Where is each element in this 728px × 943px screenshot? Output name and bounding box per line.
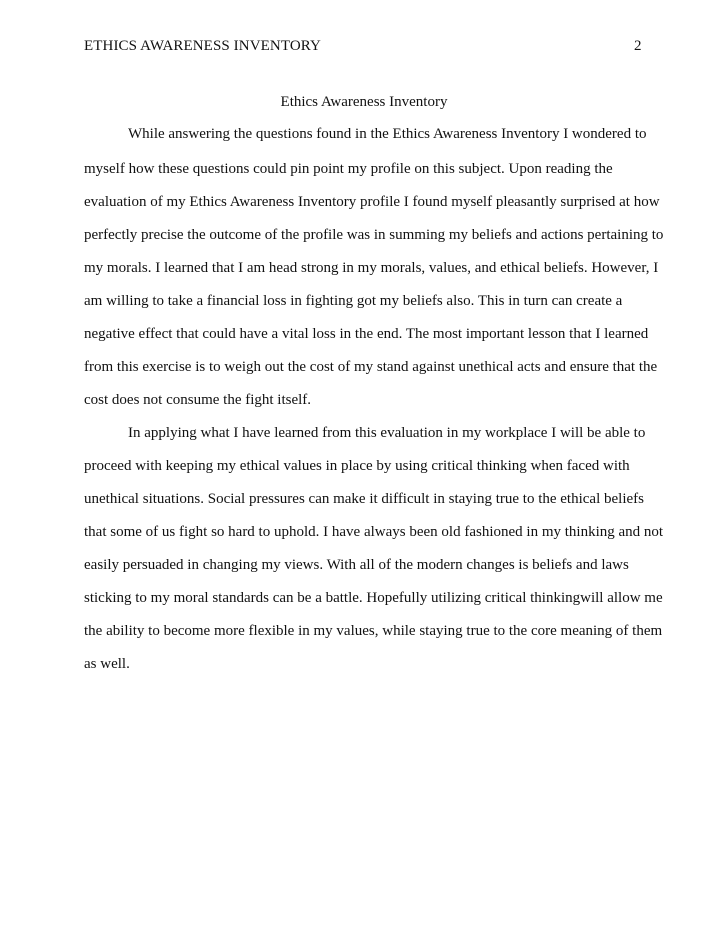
paragraph-2-line: easily persuaded in changing my views. With all of the modern changes is beliefs and laws [84, 557, 629, 573]
paragraph-2-line: that some of us fight so hard to uphold. I have always been old fashioned in my thinking and not [84, 524, 664, 540]
paragraph-2-line: sticking to my moral standards can be a battle. Hopefully utilizing critical thinkingwill allow me [84, 590, 663, 606]
paragraph-2-line: unethical situations. Social pressures can make it difficult in staying true to the ethical beliefs [84, 491, 644, 507]
paragraph-1-line: from this exercise is to weigh out the cost of my stand against unethical acts and ensure that the [84, 359, 658, 375]
paragraph-1-line: cost does not consume the fight itself. [84, 392, 312, 408]
paragraph-2-line: as well. [84, 656, 130, 672]
paragraph-1-line: myself how these questions could pin point my profile on this subject. Upon reading the [84, 161, 613, 177]
paragraph-1-line: While answering the questions found in the Ethics Awareness Inventory I wondered to [128, 126, 647, 142]
running-head: ETHICS AWARENESS INVENTORY [84, 38, 321, 54]
paragraph-1-line: negative effect that could have a vital loss in the end. The most important lesson that I learned [84, 326, 649, 342]
paragraph-2-line: proceed with keeping my ethical values in place by using critical thinking when faced with [84, 458, 630, 474]
paragraph-1-line: am willing to take a financial loss in fighting got my beliefs also. This in turn can create a [84, 293, 623, 309]
paragraph-2-line: the ability to become more flexible in my values, while staying true to the core meaning of them [84, 623, 663, 639]
paragraph-2-line: In applying what I have learned from this evaluation in my workplace I will be able to [128, 425, 646, 441]
paragraph-1-line: my morals. I learned that I am head strong in my morals, values, and ethical beliefs. However, I [84, 260, 659, 276]
paragraph-1-line: perfectly precise the outcome of the profile was in summing my beliefs and actions pertaining to [84, 227, 664, 243]
document-title: Ethics Awareness Inventory [280, 94, 448, 110]
page-number: 2 [634, 38, 642, 54]
paragraph-1-line: evaluation of my Ethics Awareness Inventory profile I found myself pleasantly surprised at how [84, 194, 660, 210]
